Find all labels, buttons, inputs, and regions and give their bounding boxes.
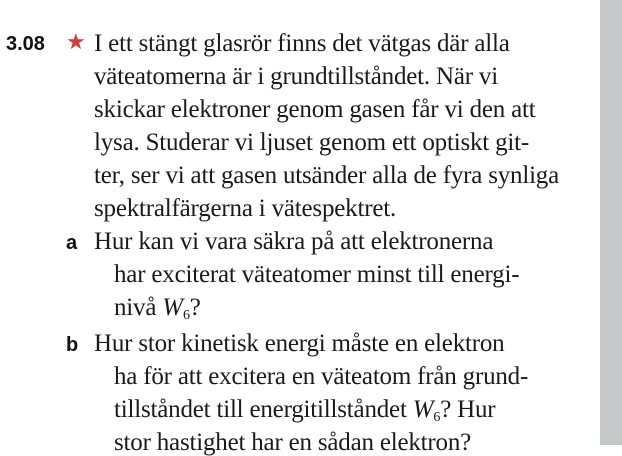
intro-line-4: lysa. Studerar vi ljuset genom ett optiskt git- (94, 129, 529, 156)
part-b-line-4: stor hastighet har en sådan elektron? (114, 429, 472, 456)
energy-level-subscript: 6 (433, 410, 441, 425)
intro-line-2: väteatomerna är i grundtillståndet. När vi (94, 63, 498, 90)
star-icon: ★ (66, 29, 86, 54)
energy-level-symbol: W (412, 396, 434, 423)
part-b-line-1: Hur stor kinetisk energi måste en elektron (94, 330, 505, 357)
intro-line-3: skickar elektroner genom gasen får vi den att (94, 96, 536, 123)
part-b-line-3-text: tillståndet till energitillståndet (114, 396, 413, 423)
part-a-line-1: Hur kan vi vara säkra på att elektronerna (94, 228, 494, 255)
intro-line-1: I ett stängt glasrör finns det vätgas där alla (94, 30, 510, 57)
part-a-line-3 (114, 294, 201, 323)
part-b-line-2: ha för att excitera en väteatom från grund- (114, 363, 529, 390)
part-a-label: a (66, 232, 78, 254)
part-b-line-3 (114, 396, 496, 425)
problem-number: 3.08 (6, 33, 45, 55)
part-a-line-2: har exciterat väteatomer minst till energi- (114, 261, 520, 288)
part-a-line-3-text: nivå (114, 294, 163, 321)
page-edge-strip (600, 0, 622, 445)
intro-line-6: spektralfärgerna i vätespektret. (94, 195, 397, 222)
intro-line-5: ter, ser vi att gasen utsänder alla de fyra synliga (94, 162, 560, 189)
part-a-line-3-end: ? (189, 294, 201, 321)
part-b-label: b (66, 334, 79, 356)
energy-level-symbol: W (162, 294, 183, 321)
energy-level-subscript: 6 (182, 308, 190, 323)
part-b-line-3-end: ? Hur (440, 396, 496, 423)
